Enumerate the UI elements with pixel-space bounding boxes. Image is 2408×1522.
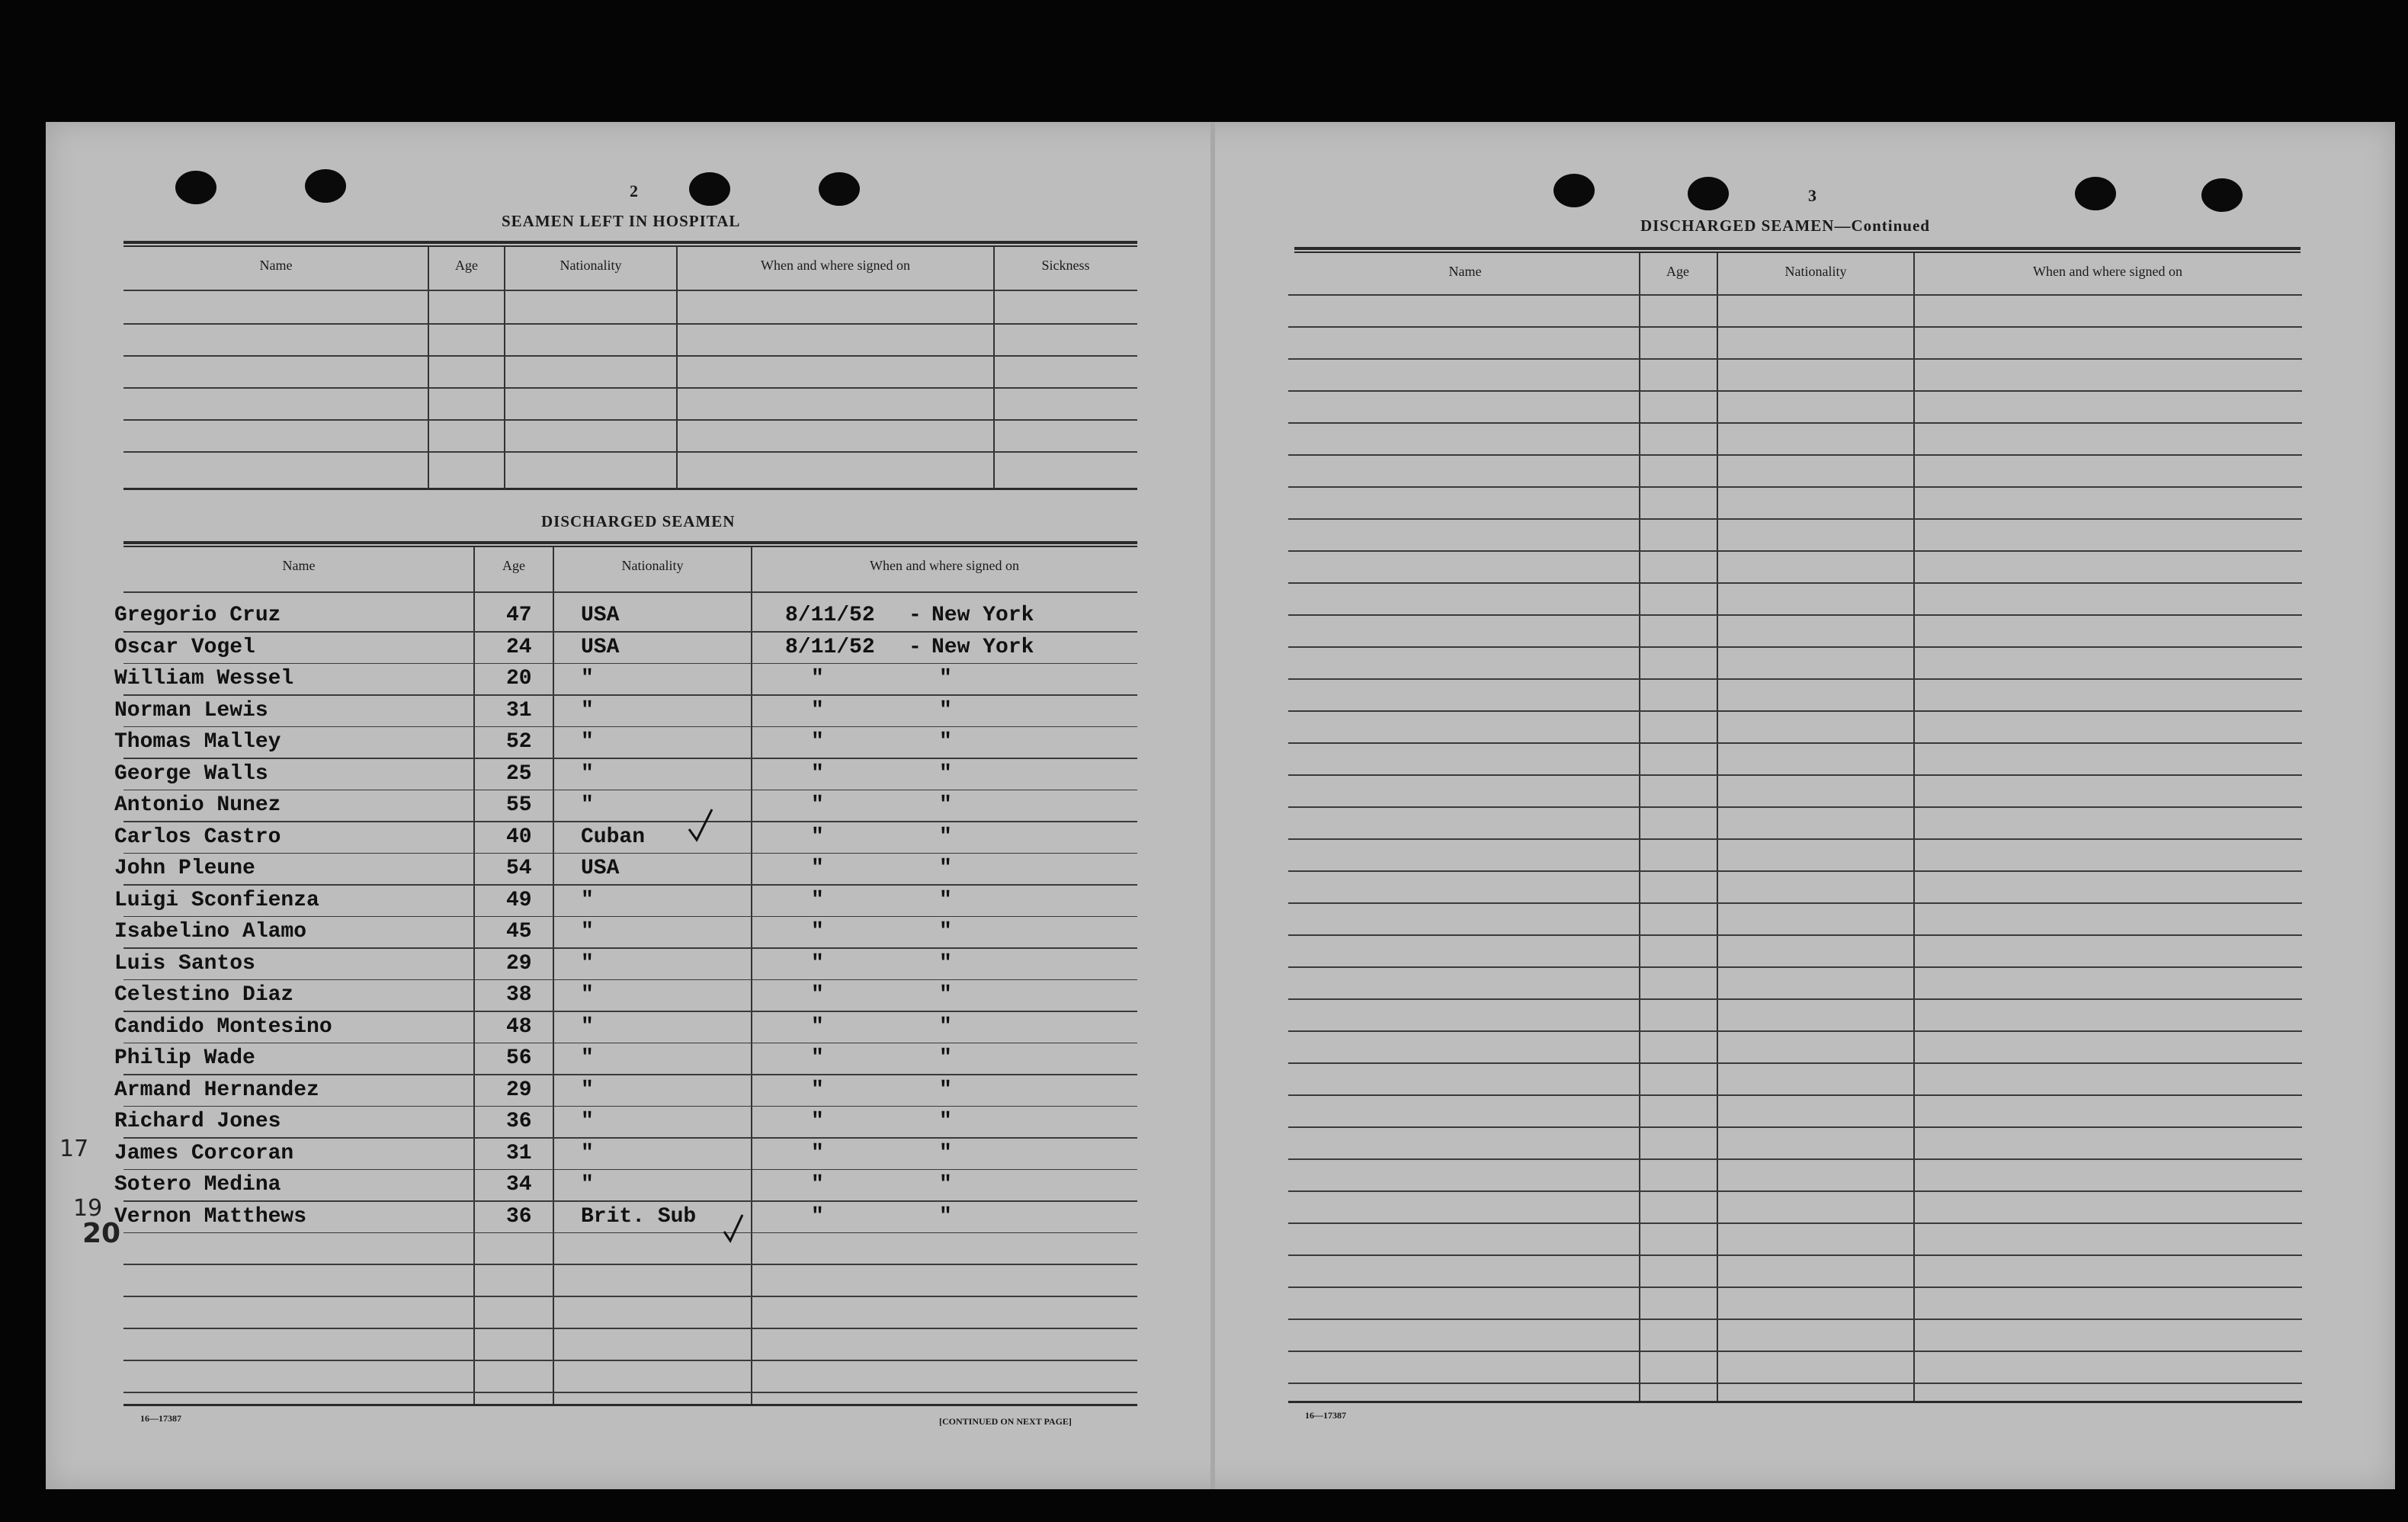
discharged-row-rule	[123, 1264, 1137, 1265]
signed-on-date: "	[811, 698, 824, 723]
seaman-nationality: "	[581, 667, 594, 691]
discharged-col-divider	[751, 547, 752, 1405]
discharged-header-rule	[123, 591, 1137, 593]
discharged-row-rule	[123, 1360, 1137, 1361]
discharged-header-when-where: When and where signed on	[870, 558, 1019, 573]
discharged-section-title: DISCHARGED SEAMEN	[541, 512, 736, 530]
right-row-rule	[1288, 1094, 2302, 1096]
signed-on-dash: -	[909, 604, 922, 627]
seaman-name: Luigi Sconfienza	[114, 888, 319, 912]
seaman-name: George Walls	[114, 761, 268, 786]
right-row-rule	[1288, 1286, 2302, 1288]
signed-on-date: "	[811, 1141, 824, 1165]
discharged-row-rule	[123, 821, 1137, 822]
hospital-top-rule	[123, 241, 1137, 244]
seaman-name: Sotero Medina	[114, 1173, 281, 1197]
hospital-row-rule	[123, 387, 1137, 389]
seaman-age: 29	[506, 951, 532, 976]
signed-on-date: "	[811, 920, 824, 944]
seaman-name: Isabelino Alamo	[114, 920, 307, 944]
signed-on-date: "	[811, 1046, 824, 1070]
signed-on-place: New York	[931, 635, 1034, 659]
right-row-rule	[1288, 1383, 2302, 1384]
seaman-nationality: Cuban	[581, 825, 646, 849]
signed-on-place: "	[939, 1204, 952, 1229]
seaman-name: Richard Jones	[114, 1110, 281, 1133]
right-row-rule	[1288, 934, 2302, 936]
seaman-nationality: "	[581, 888, 594, 912]
discharged-row-rule	[123, 663, 1137, 665]
seaman-age: 25	[506, 761, 532, 786]
right-title-suffix: —Continued	[1834, 216, 1930, 235]
right-row-rule	[1288, 1158, 2302, 1160]
seaman-nationality: Brit. Sub	[581, 1204, 697, 1229]
seaman-nationality: USA	[581, 635, 620, 659]
hospital-header-rule	[123, 290, 1137, 291]
right-row-rule	[1288, 294, 2302, 296]
seaman-nationality: "	[581, 1141, 594, 1165]
discharged-row-rule	[123, 790, 1137, 791]
seaman-name: Vernon Matthews	[114, 1204, 307, 1229]
seaman-nationality: USA	[581, 857, 620, 880]
hospital-row-rule	[123, 355, 1137, 357]
seaman-name: William Wessel	[114, 667, 294, 691]
right-section-title	[1640, 216, 1930, 236]
signed-on-date: "	[811, 1014, 824, 1039]
signed-on-place: "	[939, 825, 952, 849]
discharged-header-age: Age	[502, 558, 525, 573]
page-number-right: 3	[1808, 186, 1816, 205]
discharged-row-rule	[123, 1200, 1137, 1202]
hospital-top-rule-thin	[123, 245, 1137, 247]
discharged-row-rule	[123, 1232, 1137, 1234]
signed-on-place: "	[939, 1110, 952, 1133]
seaman-age: 31	[506, 698, 532, 723]
check-mark-icon	[686, 806, 717, 844]
seaman-name: Norman Lewis	[114, 698, 268, 723]
form-number-left: 16—17387	[140, 1413, 181, 1424]
discharged-row-rule	[123, 1392, 1137, 1393]
hospital-row-rule	[123, 451, 1137, 453]
right-row-rule	[1288, 902, 2302, 904]
signed-on-place: "	[939, 1173, 952, 1197]
right-row-rule	[1288, 518, 2302, 520]
seaman-name: Antonio Nunez	[114, 793, 281, 817]
signed-on-place: "	[939, 1014, 952, 1039]
signed-on-place: "	[939, 730, 952, 754]
seaman-age: 34	[506, 1173, 532, 1197]
right-top-rule	[1294, 247, 2301, 250]
signed-on-dash: -	[909, 635, 922, 659]
signed-on-date: "	[811, 667, 824, 691]
right-row-rule	[1288, 870, 2302, 872]
seaman-age: 45	[506, 920, 532, 944]
signed-on-date: "	[811, 825, 824, 849]
discharged-row-rule	[123, 1011, 1137, 1012]
seaman-nationality: "	[581, 1110, 594, 1133]
signed-on-date: "	[811, 888, 824, 912]
signed-on-date: "	[811, 983, 824, 1007]
hospital-header-when-where: When and where signed on	[761, 258, 910, 273]
discharged-header-nationality: Nationality	[621, 558, 684, 573]
signed-on-date: 8/11/52	[785, 604, 875, 627]
discharged-top-rule-thin	[123, 546, 1137, 547]
hospital-bottom-rule	[123, 488, 1137, 490]
continued-note: [CONTINUED ON NEXT PAGE]	[939, 1416, 1072, 1427]
right-row-rule	[1288, 774, 2302, 776]
right-row-rule	[1288, 742, 2302, 744]
discharged-row-rule	[123, 758, 1137, 759]
punch-hole	[1688, 177, 1729, 210]
hospital-header-name: Name	[259, 258, 293, 273]
right-row-rule	[1288, 486, 2302, 488]
seaman-age: 54	[506, 857, 532, 880]
hospital-row-rule	[123, 323, 1137, 325]
signed-on-place: "	[939, 920, 952, 944]
seaman-name: Celestino Diaz	[114, 983, 294, 1007]
seaman-age: 52	[506, 730, 532, 754]
signed-on-place: "	[939, 793, 952, 817]
right-row-rule	[1288, 678, 2302, 680]
signed-on-date: "	[811, 951, 824, 976]
hospital-col-divider	[428, 247, 429, 489]
right-row-rule	[1288, 422, 2302, 424]
seaman-age: 47	[506, 604, 532, 627]
discharged-row-rule	[123, 1043, 1137, 1044]
right-header-name: Name	[1448, 264, 1482, 279]
right-header-when-where: When and where signed on	[2033, 264, 2182, 279]
right-row-rule	[1288, 614, 2302, 616]
signed-on-place: "	[939, 1078, 952, 1102]
right-top-rule-thin	[1294, 252, 2301, 253]
right-row-rule	[1288, 806, 2302, 808]
seaman-age: 24	[506, 635, 532, 659]
hospital-header-sickness: Sickness	[1041, 258, 1090, 273]
discharged-header-name: Name	[282, 558, 316, 573]
seaman-age: 36	[506, 1110, 532, 1133]
seaman-age: 48	[506, 1014, 532, 1039]
right-row-rule	[1288, 1030, 2302, 1032]
seaman-age: 40	[506, 825, 532, 849]
seaman-name: Oscar Vogel	[114, 635, 255, 659]
seaman-name: Armand Hernandez	[114, 1078, 319, 1102]
hospital-row-rule	[123, 419, 1137, 421]
signed-on-place: "	[939, 698, 952, 723]
punch-hole	[1553, 174, 1595, 207]
signed-on-date: "	[811, 857, 824, 880]
hospital-col-divider	[504, 247, 505, 489]
hospital-header-nationality: Nationality	[560, 258, 622, 273]
right-row-rule	[1288, 646, 2302, 648]
discharged-row-rule	[123, 1328, 1137, 1329]
right-col-divider	[1717, 253, 1718, 1402]
right-row-rule	[1288, 1062, 2302, 1064]
discharged-top-rule	[123, 541, 1137, 544]
seaman-nationality: "	[581, 730, 594, 754]
seaman-age: 31	[506, 1141, 532, 1165]
seaman-age: 20	[506, 667, 532, 691]
seaman-name: John Pleune	[114, 857, 255, 880]
right-header-nationality: Nationality	[1784, 264, 1847, 279]
punch-hole	[2075, 177, 2116, 210]
right-row-rule	[1288, 1126, 2302, 1128]
right-row-rule	[1288, 710, 2302, 712]
right-title-main: DISCHARGED SEAMEN	[1640, 216, 1835, 235]
punch-hole	[175, 171, 216, 204]
punch-hole	[2201, 178, 2243, 212]
seaman-nationality: USA	[581, 604, 620, 627]
right-row-rule	[1288, 966, 2302, 968]
punch-hole	[819, 172, 860, 206]
discharged-row-rule	[123, 853, 1137, 854]
discharged-row-rule	[123, 916, 1137, 918]
signed-on-place: "	[939, 1046, 952, 1070]
page-number-left: 2	[630, 181, 638, 200]
signed-on-place: "	[939, 983, 952, 1007]
signed-on-place: "	[939, 667, 952, 691]
seaman-age: 49	[506, 888, 532, 912]
margin-mark-17: 17	[59, 1136, 89, 1162]
signed-on-date: "	[811, 1110, 824, 1133]
seaman-nationality: "	[581, 1173, 594, 1197]
punch-hole	[689, 172, 730, 206]
discharged-row-rule	[123, 884, 1137, 886]
page-fold	[1210, 122, 1215, 1489]
hospital-col-divider	[676, 247, 678, 489]
check-mark-icon	[721, 1212, 747, 1245]
discharged-row-rule	[123, 631, 1137, 633]
right-row-rule	[1288, 1351, 2302, 1352]
seaman-name: Gregorio Cruz	[114, 604, 281, 627]
signed-on-date: "	[811, 730, 824, 754]
seaman-name: James Corcoran	[114, 1141, 294, 1165]
discharged-bottom-rule	[123, 1404, 1137, 1406]
signed-on-place: "	[939, 951, 952, 976]
seaman-nationality: "	[581, 793, 594, 817]
seaman-nationality: "	[581, 698, 594, 723]
discharged-row-rule	[123, 1106, 1137, 1107]
seaman-name: Carlos Castro	[114, 825, 281, 849]
seaman-nationality: "	[581, 1046, 594, 1070]
discharged-row-rule	[123, 1296, 1137, 1297]
right-row-rule	[1288, 1190, 2302, 1192]
seaman-nationality: "	[581, 920, 594, 944]
hospital-header-age: Age	[455, 258, 478, 273]
seaman-name: Candido Montesino	[114, 1014, 332, 1039]
hospital-col-divider	[993, 247, 995, 489]
signed-on-date: "	[811, 1204, 824, 1229]
signed-on-place: "	[939, 761, 952, 786]
seaman-name: Thomas Malley	[114, 730, 281, 754]
seaman-name: Philip Wade	[114, 1046, 255, 1070]
discharged-col-divider	[473, 547, 475, 1405]
right-bottom-rule	[1288, 1401, 2302, 1403]
right-row-rule	[1288, 454, 2302, 456]
form-number-right: 16—17387	[1305, 1410, 1346, 1421]
discharged-row-rule	[123, 1169, 1137, 1171]
right-col-divider	[1913, 253, 1915, 1402]
seaman-nationality: "	[581, 761, 594, 786]
signed-on-place: "	[939, 1141, 952, 1165]
seaman-age: 36	[506, 1204, 532, 1229]
signed-on-date: "	[811, 1078, 824, 1102]
right-row-rule	[1288, 1222, 2302, 1224]
signed-on-place: "	[939, 857, 952, 880]
seaman-age: 56	[506, 1046, 532, 1070]
right-row-rule	[1288, 1254, 2302, 1256]
right-header-age: Age	[1666, 264, 1689, 279]
seaman-nationality: "	[581, 951, 594, 976]
right-row-rule	[1288, 390, 2302, 392]
signed-on-place: "	[939, 888, 952, 912]
seaman-name: Luis Santos	[114, 951, 255, 976]
punch-hole	[305, 169, 346, 203]
seaman-nationality: "	[581, 1078, 594, 1102]
signed-on-date: "	[811, 761, 824, 786]
seaman-nationality: "	[581, 1014, 594, 1039]
discharged-col-divider	[553, 547, 554, 1405]
seaman-age: 55	[506, 793, 532, 817]
seaman-nationality: "	[581, 983, 594, 1007]
signed-on-date: "	[811, 793, 824, 817]
discharged-row-rule	[123, 1137, 1137, 1139]
signed-on-place: New York	[931, 604, 1034, 627]
margin-mark-19: 19	[73, 1195, 103, 1222]
signed-on-date: "	[811, 1173, 824, 1197]
discharged-row-rule	[123, 726, 1137, 728]
signed-on-date: 8/11/52	[785, 635, 875, 659]
right-row-rule	[1288, 998, 2302, 1000]
right-row-rule	[1288, 838, 2302, 840]
right-row-rule	[1288, 326, 2302, 328]
discharged-row-rule	[123, 694, 1137, 696]
right-row-rule	[1288, 358, 2302, 360]
right-row-rule	[1288, 550, 2302, 552]
right-col-divider	[1639, 253, 1640, 1402]
hospital-section-title: SEAMEN LEFT IN HOSPITAL	[502, 212, 741, 230]
seaman-age: 29	[506, 1078, 532, 1102]
right-row-rule	[1288, 1319, 2302, 1320]
seaman-age: 38	[506, 983, 532, 1007]
right-row-rule	[1288, 582, 2302, 584]
discharged-row-rule	[123, 947, 1137, 949]
discharged-row-rule	[123, 979, 1137, 981]
margin-mark-20: 20	[82, 1218, 121, 1249]
discharged-row-rule	[123, 1074, 1137, 1075]
